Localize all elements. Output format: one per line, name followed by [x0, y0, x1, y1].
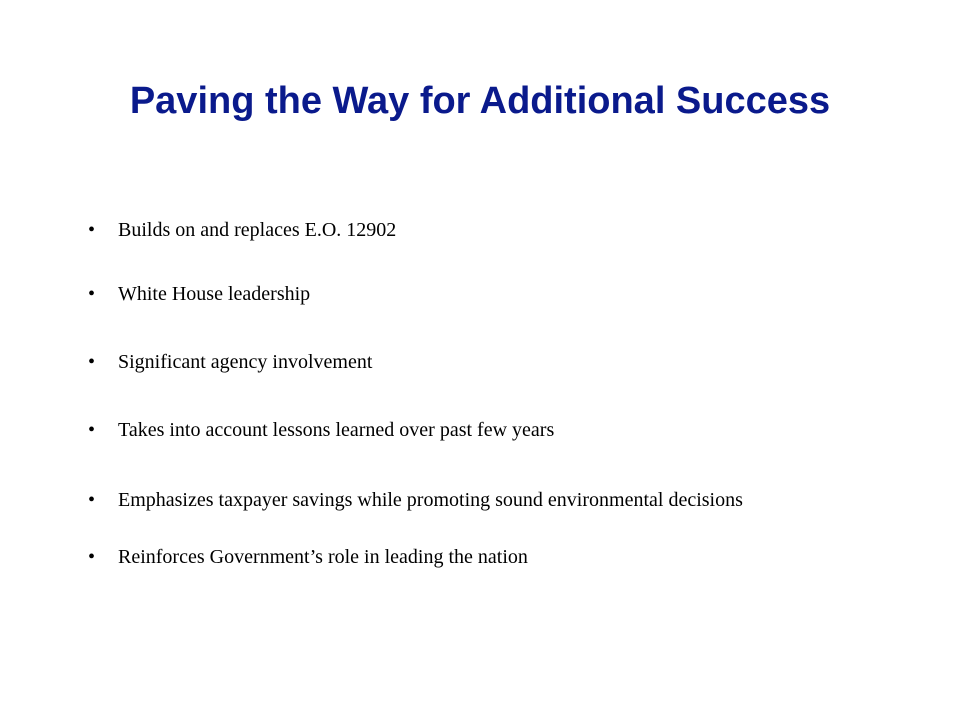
- bullet-item: [88, 543, 528, 571]
- bullet-item: [88, 486, 743, 514]
- slide-title: Paving the Way for Additional Success: [129, 80, 831, 122]
- bullet-item: [88, 216, 396, 244]
- bullet-text: Significant agency involvement: [118, 351, 373, 373]
- bullet-text: Reinforces Government’s role in leading the nation: [118, 546, 528, 568]
- bullet-marker: •: [88, 283, 96, 305]
- bullet-text: Takes into account lessons learned over past few years: [118, 419, 555, 441]
- bullet-marker: •: [88, 219, 96, 241]
- bullet-item: [88, 348, 372, 376]
- bullet-marker: •: [88, 546, 96, 568]
- bullet-marker: •: [88, 351, 96, 373]
- bullet-text: White House leadership: [118, 283, 311, 305]
- bullet-item: [88, 280, 310, 308]
- bullet-marker: •: [88, 419, 96, 441]
- bullet-text: Emphasizes taxpayer savings while promoting sound environmental decisions: [118, 489, 743, 511]
- bullet-item: [88, 416, 554, 444]
- bullet-marker: •: [88, 489, 96, 511]
- bullet-text: Builds on and replaces E.O. 12902: [118, 219, 397, 241]
